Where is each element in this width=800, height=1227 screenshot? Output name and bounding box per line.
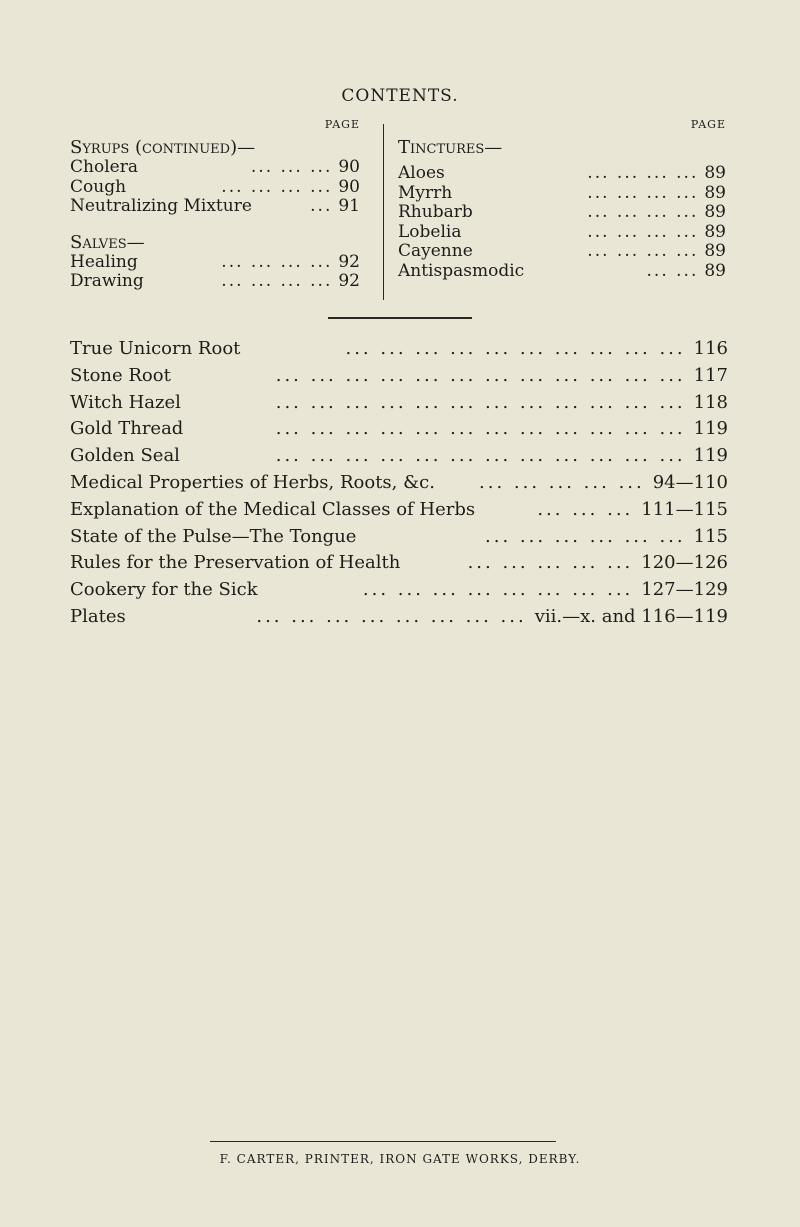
footer-rule bbox=[210, 1141, 556, 1142]
toc-entry: State of the Pulse—The Tongue ... ... ... ... ... ... 115 bbox=[70, 525, 728, 547]
section-tinctures bbox=[398, 138, 726, 281]
section-rule bbox=[328, 317, 472, 319]
toc-entry: Cholera ... ... ... 90 bbox=[70, 157, 360, 177]
section-title: Syrups (continued)— bbox=[70, 137, 256, 158]
toc-entry: Aloes ... ... ... ... 89 bbox=[398, 163, 726, 183]
main-contents-list bbox=[70, 336, 728, 631]
toc-entry: Cookery for the Sick ... ... ... ... ... ... ... ... 127—129 bbox=[70, 579, 728, 601]
toc-entry: Rules for the Preservation of Health ... ... ... ... ... 120—126 bbox=[70, 552, 728, 574]
toc-entry: Explanation of the Medical Classes of Herbs ... ... ... 111—115 bbox=[70, 498, 728, 520]
toc-entry: Cayenne ... ... ... ... 89 bbox=[398, 241, 726, 261]
toc-entry: Cough ... ... ... ... 90 bbox=[70, 176, 360, 197]
toc-entry: Stone Root ... ... ... ... ... ... ... ... ... ... ... ... 117 bbox=[70, 364, 728, 386]
toc-entry: Lobelia ... ... ... ... 89 bbox=[398, 221, 726, 242]
column-divider bbox=[383, 124, 384, 300]
toc-entry: Medical Properties of Herbs, Roots, &c. ... ... ... ... ... 94—110 bbox=[70, 471, 728, 493]
toc-entry: Drawing ... ... ... ... 92 bbox=[70, 271, 360, 291]
page-column-label: PAGE bbox=[690, 118, 726, 131]
toc-entry: True Unicorn Root ... ... ... ... ... ... ... ... ... ... 116 bbox=[70, 338, 728, 359]
toc-entry: Myrrh ... ... ... ... 89 bbox=[398, 182, 726, 203]
toc-entry: Witch Hazel ... ... ... ... ... ... ... ... ... ... ... ... 118 bbox=[70, 391, 728, 413]
section-syrups bbox=[70, 138, 360, 217]
toc-entry: Antispasmodic ... ... 89 bbox=[398, 260, 726, 281]
toc-entry: Neutralizing Mixture ... 91 bbox=[70, 196, 360, 216]
section-title: Tinctures— bbox=[398, 137, 503, 158]
page-column-label: PAGE bbox=[324, 118, 360, 131]
section-salves bbox=[70, 233, 360, 292]
section-title: Salves— bbox=[70, 231, 145, 253]
right-column bbox=[398, 118, 726, 281]
toc-entry: Healing ... ... ... ... 92 bbox=[70, 251, 360, 272]
printer-imprint: F. CARTER, PRINTER, IRON GATE WORKS, DERBY. bbox=[219, 1152, 581, 1166]
toc-entry: Rhubarb ... ... ... ... 89 bbox=[398, 202, 726, 222]
page-title: CONTENTS. bbox=[341, 86, 459, 106]
toc-entry: Golden Seal ... ... ... ... ... ... ... ... ... ... ... ... 119 bbox=[70, 445, 728, 467]
toc-entry: Gold Thread ... ... ... ... ... ... ... ... ... ... ... ... 119 bbox=[70, 418, 728, 440]
left-column bbox=[70, 118, 360, 292]
toc-entry: Plates ... ... ... ... ... ... ... ... vii.—x. and 116—119 bbox=[70, 605, 728, 627]
